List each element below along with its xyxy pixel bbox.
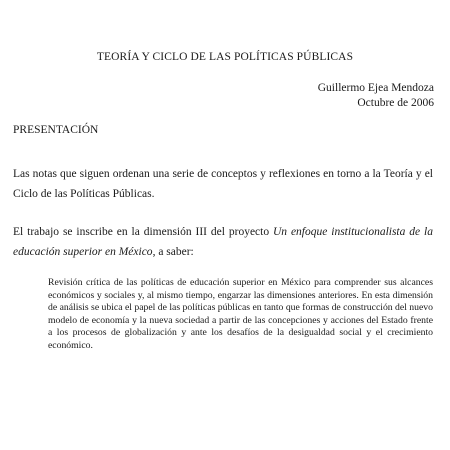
paragraph-project-tail: , a saber: — [152, 246, 194, 258]
section-heading: PRESENTACIÓN — [13, 124, 99, 136]
block-quote: Revisión crítica de las políticas de educación superior en México para comprender sus alcances económicos y sociales y, al mismo tiempo, engarzar las dimensiones anteriores. En esta dimensión de análisis se ubica el papel de las políticas públicas en tanto que formas de construcción del nuevo modelo de economía y la nueva sociedad a partir de las concepciones y acciones del Estado frente a los procesos de globalización y ante los desafíos de la desigualdad social y el crecimiento económico. — [48, 277, 433, 351]
paragraph-project — [13, 222, 433, 262]
paragraph-project-lead: El trabajo se inscribe en la dimensión III del proyecto — [13, 226, 273, 238]
document-title: TEORÍA Y CICLO DE LAS POLÍTICAS PÚBLICAS — [96, 51, 354, 63]
document-date: Octubre de 2006 — [357, 96, 434, 109]
paragraph-intro: Las notas que siguen ordenan una serie de conceptos y reflexiones en torno a la Teoría y el Ciclo de las Políticas Públicas. — [13, 168, 433, 200]
author-name: Guillermo Ejea Mendoza — [317, 82, 434, 94]
author-block — [318, 81, 434, 110]
project-title: Un enfoque institucionalista de la educación superior en México — [13, 226, 433, 258]
